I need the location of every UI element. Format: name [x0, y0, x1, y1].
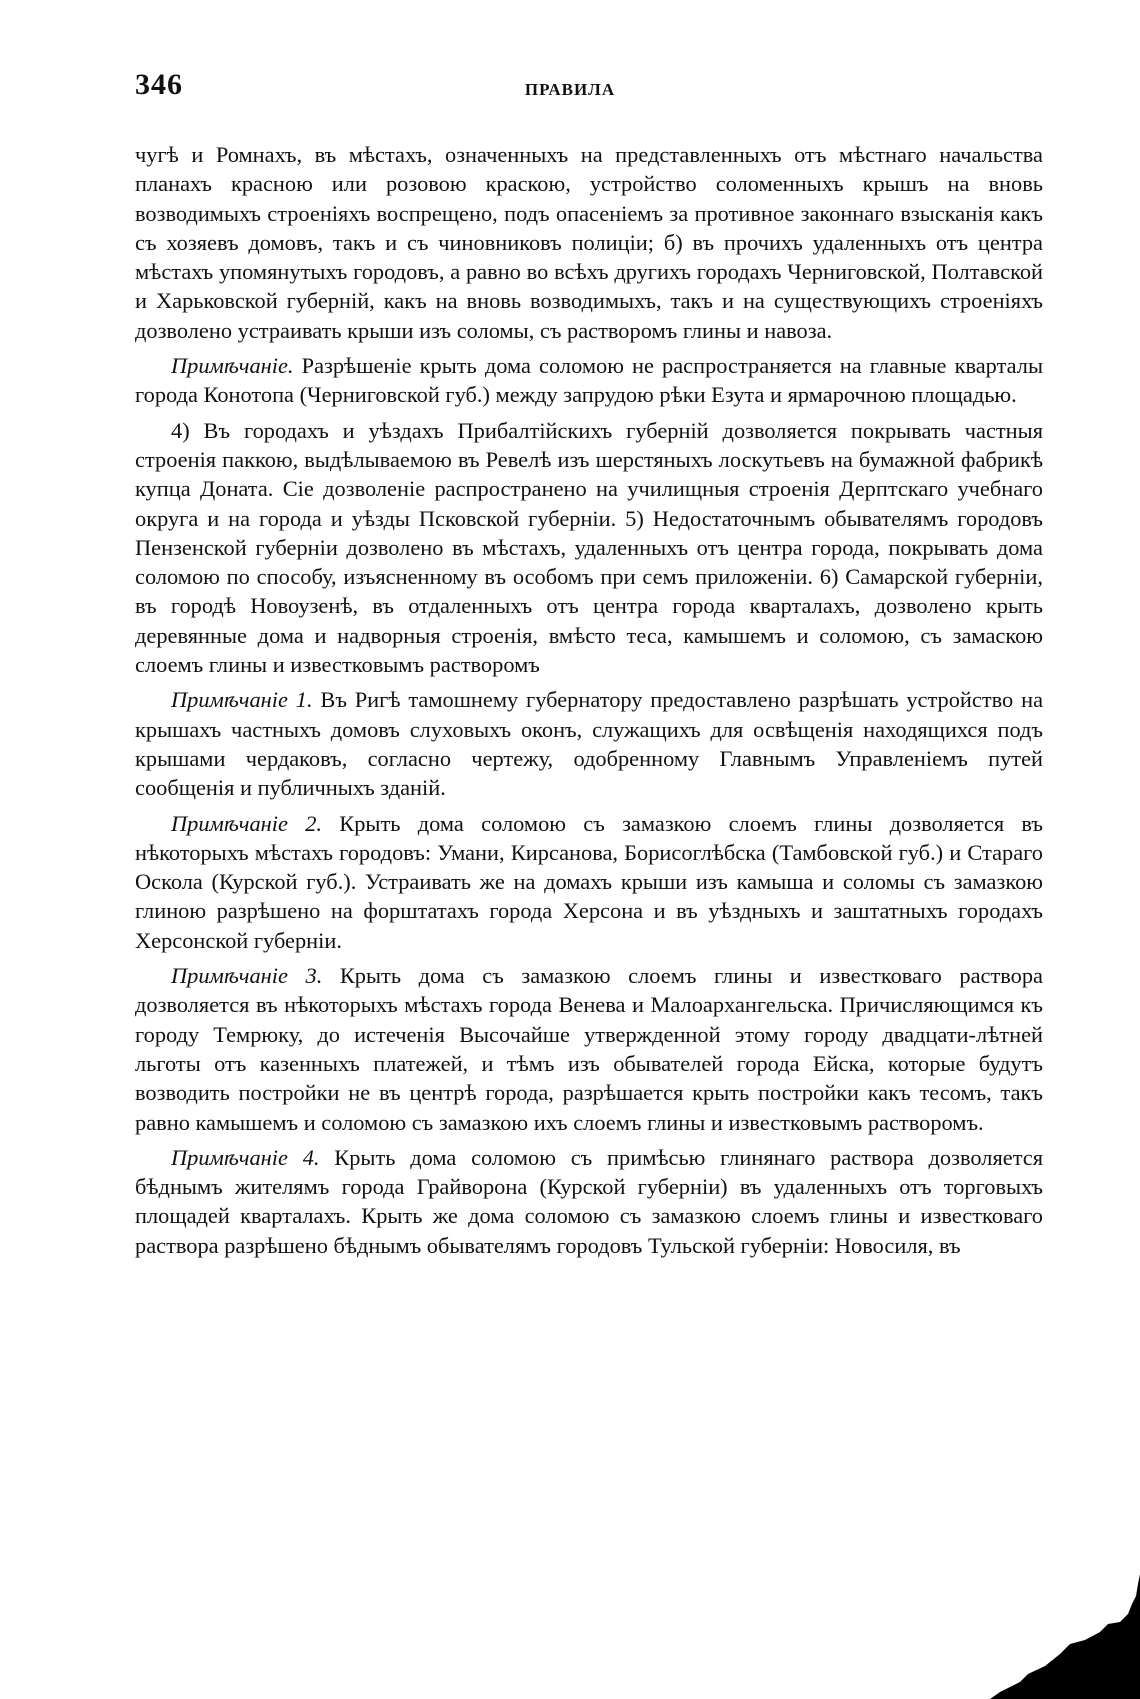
main-text [135, 140, 1043, 1266]
page-corner-damage [990, 1574, 1140, 1699]
running-title: ПРАВИЛА [524, 80, 616, 99]
note-4-paragraph [135, 1143, 1043, 1260]
paragraph-items-4-6: 4) Въ городахъ и уѣздахъ Прибалтійскихъ губерній дозволяется покрывать частныя строенія паккою, выдѣлываемою въ Ревелѣ изъ шерстяныхъ лоскутьевъ на бумажной фабрикѣ купца Доната. Сіе дозволеніе распространено на училищныя строенія Дерптскаго учебнаго округа и на города и уѣзды Псковской губерніи. 5) Недостаточнымъ обывателямъ городовъ Пензенской губерніи дозволено въ мѣстахъ, удаленныхъ отъ центра города, покрывать дома соломою по способу, изъясненному въ особомъ при семъ приложеніи. 6) Самарской губерніи, въ городѣ Новоузенѣ, въ отдаленныхъ отъ центра города кварталахъ, дозволено крыть деревянные дома и надворныя строенія, вмѣсто теса, камышемъ и соломою, съ замаскою слоемъ глины и известковымъ растворомъ [135, 417, 1043, 678]
note-1-label: Примѣчаніе 1. [171, 687, 313, 713]
note-2-text: Крыть дома соломою съ замазкою слоемъ глины дозволяется въ нѣкоторыхъ мѣстахъ городовъ: Умани, Кирсанова, Борисоглѣбска (Тамбовской губ.) и Стараго Оскола (Курской губ.). Устраивать же на домахъ крыши изъ камыша и соломы съ замазкою глиною разрѣшено на форштатахъ города Херсона и въ уѣздныхъ и заштатныхъ городахъ Херсонской губерніи. [135, 810, 1043, 953]
note-text: Разрѣшеніе крыть дома соломою не распространяется на главные кварталы города Конотопа (Черниговской губ.) между запрудою рѣки Езута и ярмарочною площадью. [135, 353, 1043, 408]
note-label: Примѣчаніе. [171, 353, 294, 379]
note-3-paragraph [135, 961, 1043, 1137]
note-1-paragraph [135, 685, 1043, 802]
note-1-text: Въ Ригѣ тамошнему губернатору предоставлено разрѣшать устройство на крышахъ частныхъ домовъ слуховыхъ оконъ, служащихъ для освѣщенія находящихся подъ крышами чердаковъ, согласно чертежу, одобренному Главнымъ Управленіемъ путей сообщенія и публичныхъ зданій. [135, 687, 1044, 801]
note-3-label: Примѣчаніе 3. [171, 963, 323, 989]
note-2-label: Примѣчаніе 2. [171, 810, 323, 836]
paragraph-continuation: чугѣ и Ромнахъ, въ мѣстахъ, означенныхъ на представленныхъ отъ мѣстнаго начальства планахъ красною или розовою краскою, устройство соломенныхъ крышъ на вновь возводимыхъ строеніяхъ воспрещено, подъ опасеніемъ за противное законнаго взысканія какъ съ хозяевъ домовъ, такъ и съ чиновниковъ полиціи; б) въ прочихъ удаленныхъ отъ центра мѣстахъ упомянутыхъ городовъ, а равно во всѣхъ другихъ городахъ Черниговской, Полтавской и Харьковской губерній, какъ на вновь возводимыхъ, такъ и на существующихъ строеніяхъ дозволено устраивать крыши изъ соломы, съ растворомъ глины и навоза. [135, 142, 1043, 343]
note-2-paragraph [135, 809, 1043, 955]
note-3-text: Крыть дома съ замазкою слоемъ глины и известковаго раствора дозволяется въ нѣкоторыхъ мѣстахъ города Венева и Малоархангельска. Причисляющимся къ городу Темрюку, до истеченія Высочайше утвержденной этому городу двадцати-лѣтней льготы отъ казенныхъ платежей, и тѣмъ изъ обывателей города Ейска, которые будутъ возводить постройки не въ центрѣ города, разрѣшается крыть постройки какъ тесомъ, такъ равно камышемъ и соломою съ замазкою ихъ слоемъ глины и известковымъ растворомъ. [135, 963, 1043, 1135]
note-4-label: Примѣчаніе 4. [171, 1144, 320, 1170]
page-number: 346 [135, 68, 183, 101]
note-4-text: Крыть дома соломою съ примѣсью глинянаго раствора дозволяется бѣднымъ жителямъ города Грайворона (Курской губерніи) въ удаленныхъ отъ торговыхъ площадей кварталахъ. Крыть же дома соломою съ замазкою слоемъ глины и известковаго раствора разрѣшено бѣднымъ обывателямъ городовъ Тульской губерніи: Новосиля, въ [135, 1144, 1043, 1258]
note-paragraph [135, 351, 1043, 410]
